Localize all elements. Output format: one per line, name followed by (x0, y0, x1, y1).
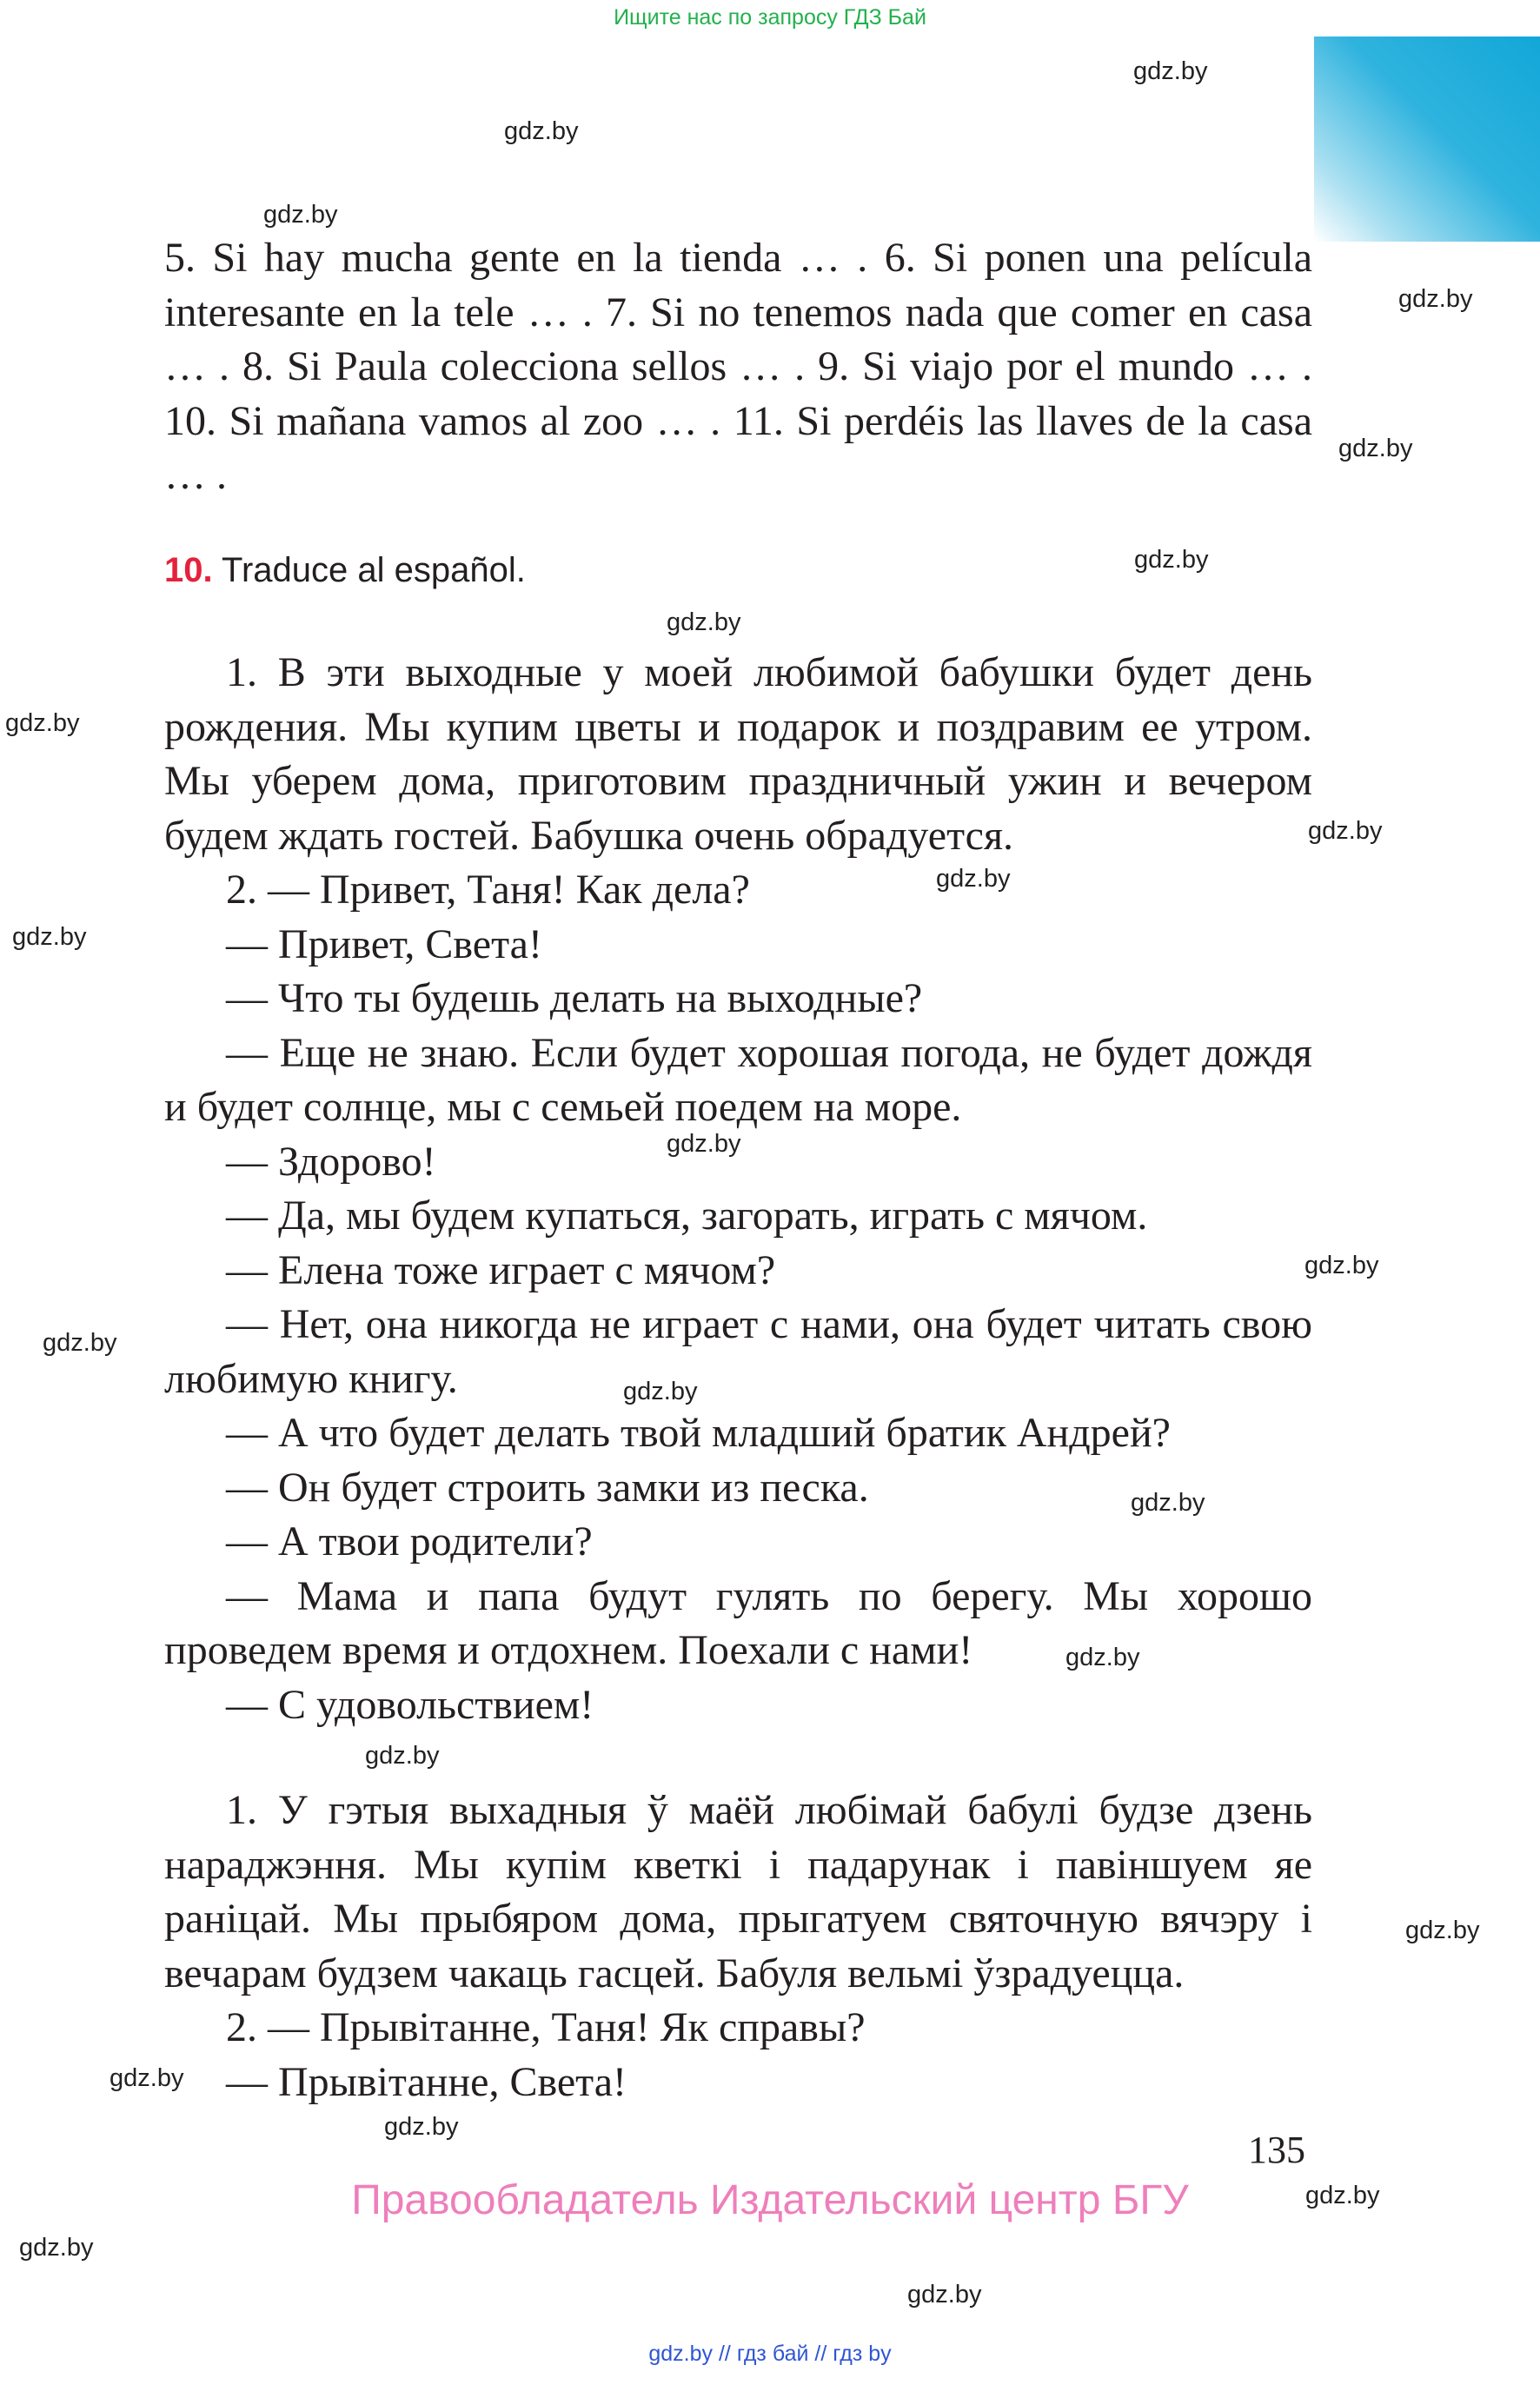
watermark: gdz.by (1338, 435, 1413, 462)
watermark: gdz.by (623, 1378, 698, 1405)
watermark: gdz.by (667, 1130, 741, 1158)
page-number: 135 (1248, 2129, 1305, 2171)
watermark: gdz.by (504, 117, 579, 145)
exercise-instruction: Traduce al español. (222, 551, 526, 589)
footer-links (0, 2342, 1540, 2367)
watermark: gdz.by (5, 709, 80, 737)
watermark: gdz.by (1405, 1917, 1480, 1944)
top-banner: Ищите нас по запросу ГДЗ Бай (614, 5, 926, 30)
watermark: gdz.by (1304, 1252, 1379, 1279)
watermark: gdz.by (1133, 57, 1208, 85)
previous-exercise-continuation (164, 231, 1312, 503)
russian-paragraph: 1. В эти выходные у моей любимой бабушки будет день рождения. Мы купим цветы и подарок и поздравим ее утром. Мы уберем дома, приготовим праздничный ужин и вечером будем ждать гостей. Бабушка очень обрадуется. (164, 649, 1312, 859)
watermark: gdz.by (1305, 2182, 1380, 2209)
watermark: gdz.by (263, 201, 338, 229)
footer-link-gdz-bai[interactable]: гдз бай (736, 2342, 809, 2366)
watermark: gdz.by (110, 2064, 184, 2092)
russian-paragraph: 2. — Привет, Таня! Как дела? (226, 867, 750, 913)
footer-link-gdz-by[interactable]: gdz.by (648, 2342, 714, 2366)
russian-paragraph: — Что ты будешь делать на выходные? (226, 975, 923, 1021)
continuation-paragraph: 5. Si hay mucha gente en la tienda … . 6. Si ponen una película interesante en la tele … . 7. Si no tenemos nada que comer en casa … . 8. Si Paula colecciona sellos … . 9. Si viajo por el mundo … . 10. Si mañana vamos al zoo … . 11. Si perdéis las llaves de la casa … . (164, 235, 1312, 498)
russian-paragraph: — Да, мы будем купаться, загорать, играть с мячом. (226, 1192, 1148, 1239)
watermark: gdz.by (384, 2113, 459, 2141)
watermark: gdz.by (43, 1329, 117, 1357)
watermark: gdz.by (907, 2281, 982, 2309)
russian-paragraph: — Здорово! (226, 1138, 436, 1185)
belarusian-paragraph: 1. У гэтыя выхадныя ў маёй любімай бабулі будзе дзень нараджэння. Мы купім кветкі і падарунак і павіншуем яе раніцай. Мы прыбяром дома, прыгатуем святочную вячэру і вечарам будзем чакаць гасцей. Бабуля вельмі ўзрадуецца. (164, 1787, 1312, 1996)
watermark: gdz.by (1134, 546, 1209, 574)
russian-paragraph: — Он будет строить замки из песка. (226, 1464, 869, 1511)
watermark: gdz.by (1131, 1489, 1205, 1517)
russian-paragraph: — Привет, Света! (226, 920, 542, 967)
footer-link-gdz-by-cyrillic[interactable]: гдз by (833, 2342, 892, 2366)
watermark: gdz.by (365, 1742, 440, 1770)
belarusian-paragraph: 2. — Прывітанне, Таня! Як справы? (226, 2004, 866, 2050)
exercise-heading (164, 551, 526, 590)
russian-paragraph: — Елена тоже играет с мячом? (226, 1246, 776, 1293)
watermark: gdz.by (936, 865, 1011, 893)
russian-paragraph: — А твои родители? (226, 1518, 593, 1565)
russian-text-block (164, 646, 1312, 1732)
watermark: gdz.by (1308, 817, 1383, 845)
copyright-notice: Правообладатель Издательский центр БГУ (351, 2177, 1189, 2223)
footer-separator: // (814, 2342, 827, 2366)
watermark: gdz.by (19, 2234, 94, 2262)
russian-paragraph: — Мама и папа будут гулять по берегу. Мы хорошо проведем время и отдохнем. Поехали с нами! (164, 1572, 1312, 1673)
footer-separator: // (718, 2342, 731, 2366)
russian-paragraph: — С удовольствием! (226, 1681, 594, 1728)
russian-paragraph: — Нет, она никогда не играет с нами, она будет читать свою любимую книгу. (164, 1301, 1312, 1402)
watermark: gdz.by (667, 608, 741, 636)
corner-decoration (1314, 37, 1540, 242)
watermark: gdz.by (12, 923, 87, 951)
watermark: gdz.by (1065, 1644, 1140, 1671)
watermark: gdz.by (1398, 285, 1473, 313)
belarusian-paragraph: — Прывітанне, Света! (226, 2058, 627, 2105)
exercise-number: 10. (164, 551, 213, 589)
russian-paragraph: — А что будет делать твой младший братик Андрей? (226, 1410, 1171, 1456)
russian-paragraph: — Еще не знаю. Если будет хорошая погода, не будет дождя и будет солнце, мы с семьей поедем на море. (164, 1029, 1312, 1130)
belarusian-text-block (164, 1784, 1312, 2109)
